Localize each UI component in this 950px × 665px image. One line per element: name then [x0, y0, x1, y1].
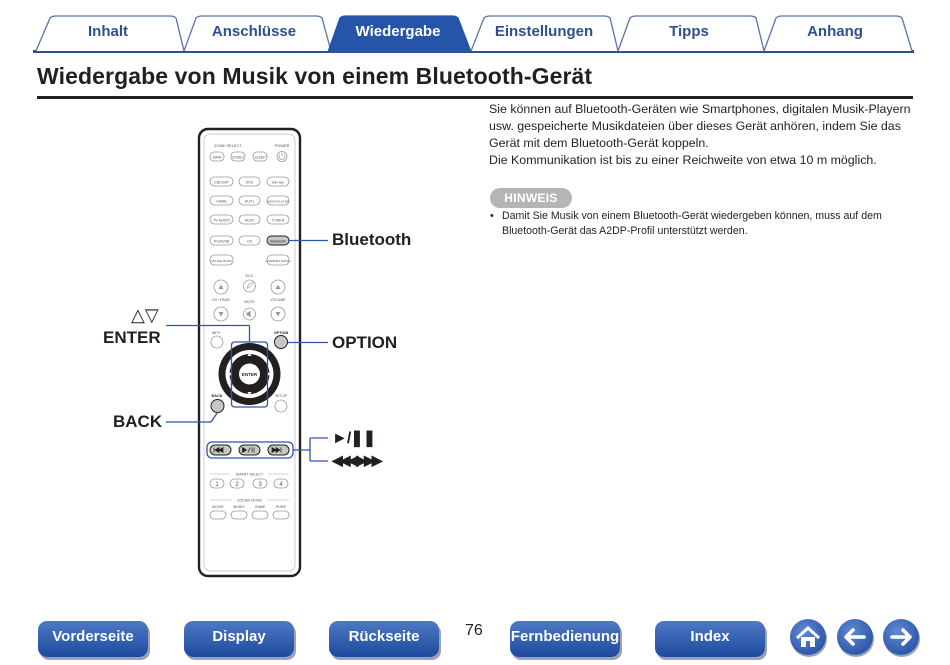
tab-label: Einstellungen: [494, 23, 594, 40]
tab-label: Anschlüsse: [211, 23, 297, 40]
bullet-icon: •: [490, 210, 494, 222]
eco-label: ECO: [245, 274, 254, 278]
sleep-label: SLEEP: [254, 155, 266, 160]
home-button[interactable]: [790, 619, 826, 655]
music-label: MUSIC: [233, 505, 245, 509]
back-nav-button[interactable]: [837, 619, 873, 655]
tab-label: Wiedergabe: [355, 23, 441, 40]
movie-button: [210, 511, 226, 519]
enter-callout: ENTER: [103, 328, 161, 347]
sound-mode-label: SOUND MODE: [237, 498, 262, 503]
zone-select-label: ZONE SELECT: [214, 143, 242, 148]
smart-3-label: 3: [258, 482, 262, 488]
index-button[interactable]: Index: [655, 621, 765, 657]
info-label: INFO: [211, 331, 221, 335]
cursor-callout: △▽: [131, 305, 159, 325]
forward-nav-button[interactable]: [883, 619, 919, 655]
cd-label: CD: [246, 239, 253, 244]
mute-label: MUTE: [244, 300, 255, 304]
ipod-usb-label: iPod/USB: [213, 239, 230, 244]
smart-select-label: SMART SELECT: [235, 472, 264, 477]
play-pause-callout: ►/❚❚: [332, 430, 376, 447]
tab-label: Tipps: [669, 23, 709, 40]
intro-paragraph: Die Kommunikation ist bis zu einer Reichweite von etwa 10 m möglich.: [489, 153, 877, 167]
media-player-label: MEDIA PLAYER: [267, 199, 289, 204]
main-zone-label: MAIN: [212, 155, 222, 160]
back-label: BACK: [211, 394, 223, 398]
game-mode-label: GAME: [254, 505, 266, 509]
bluray-label: Blu-ray: [272, 180, 284, 185]
volume-label: VOLUME: [270, 298, 286, 302]
info-button: [211, 336, 223, 348]
music-button: [231, 511, 247, 519]
pure-label: PURE: [276, 505, 286, 509]
power-label: POWER: [274, 143, 290, 148]
option-label: OPTION: [273, 331, 289, 335]
internet-radio-label: INTERNET RADIO: [265, 258, 291, 263]
game-source-label: GAME: [216, 199, 227, 204]
note-badge: HINWEIS: [490, 188, 572, 208]
zone2-label: ZONE2: [232, 155, 244, 160]
aux1-label: AUX1: [244, 199, 255, 204]
home-icon: [790, 619, 826, 655]
pure-button: [273, 511, 289, 519]
game-mode-button: [252, 511, 268, 519]
fernbedienung-button[interactable]: Fernbedienung: [510, 621, 620, 657]
movie-label: MOVIE: [212, 505, 224, 509]
tuner-label: TUNER: [271, 218, 285, 223]
smart-2-label: 2: [235, 482, 239, 488]
setup-label: SETUP: [275, 394, 287, 398]
page-number: 76: [465, 622, 483, 639]
ch-page-label: CH / PAGE: [212, 298, 230, 302]
tv-audio-label: TV AUDIO: [213, 218, 230, 223]
cbl-sat-label: CBL/SAT: [214, 180, 229, 185]
skip-callout: ◀◀◀ ▶▶▶: [332, 452, 380, 468]
setup-button: [275, 400, 287, 412]
display-button[interactable]: Display: [184, 621, 294, 657]
tab-label: Anhang: [807, 23, 863, 40]
arrow-right-icon: [883, 619, 919, 655]
vorderseite-button[interactable]: Vorderseite: [38, 621, 148, 657]
option-button: [275, 336, 288, 349]
intro-paragraph: Sie können auf Bluetooth-Geräten wie Smartphones, digitalen Musik-Playern usw. gespeicherte Musikdateien über dieses Gerät anhören, indem Sie das Gerät mit dem Bluetooth-Gerät koppeln.: [489, 102, 911, 150]
eco-button: [244, 280, 256, 292]
dvd-label: DVD: [245, 180, 254, 185]
back-button: [211, 400, 224, 413]
note-text: Damit Sie Musik von einem Bluetooth-Gerät wiedergeben können, muss auf dem Bluetooth-Gerät das A2DP-Profil unterstützt werden.: [502, 210, 882, 237]
tab-label: Inhalt: [88, 23, 128, 40]
enter-button-label: ENTER: [241, 372, 258, 377]
smart-4-label: 4: [279, 482, 283, 488]
rueckseite-button[interactable]: Rückseite: [329, 621, 439, 657]
smart-1-label: 1: [215, 482, 219, 488]
bluetooth-button-label: Bluetooth: [270, 239, 286, 244]
aux2-label: AUX2: [244, 218, 255, 223]
option-callout: OPTION: [332, 333, 398, 352]
bluetooth-callout: Bluetooth: [332, 230, 412, 249]
online-music-label: ONLINE MUSIC: [210, 258, 233, 263]
back-callout: BACK: [113, 412, 163, 431]
arrow-left-icon: [837, 619, 873, 655]
page-title: Wiedergabe von Musik von einem Bluetooth-Gerät: [37, 63, 593, 89]
